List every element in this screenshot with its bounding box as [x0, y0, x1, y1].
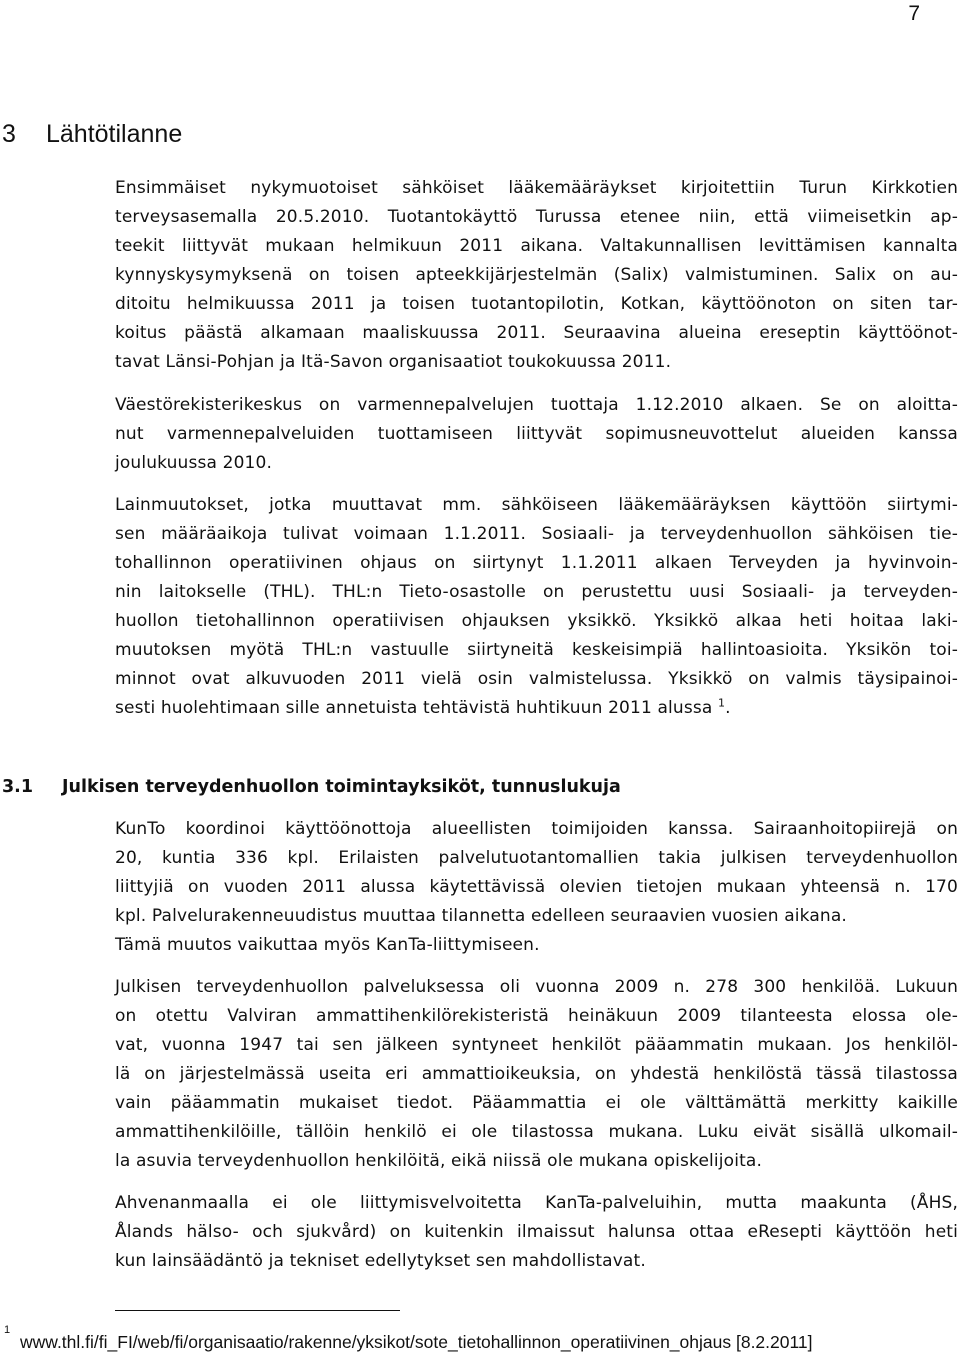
text-line-last [115, 694, 958, 723]
text-line: vain pääammatin mukaiset tiedot. Pääammattia ei ole välttämättä merkitty kaikille [115, 1093, 958, 1113]
text-line: on otettu Valviran ammattihenkilörekisteristä heinäkuun 2009 tilanteesta elossa ole- [115, 1006, 958, 1026]
page-number: 7 [908, 2, 920, 25]
text-line: joulukuussa 2010. [115, 453, 273, 473]
paragraph-personnel [115, 973, 958, 1176]
paragraph-legislation [115, 491, 958, 723]
text-line: liittyjiä on vuoden 2011 alussa käytettävissä olevien tietojen mukaan yhteensä n. 170 [115, 877, 958, 897]
text-line: nin laitokselle (THL). THL:n Tieto-osastolle on perustettu uusi Sosiaali- ja terveyden- [115, 582, 958, 602]
section-number: 3 [2, 120, 16, 148]
text-line: vat, vuonna 1947 tai sen jälkeen syntyneet henkilöt pääammatin mukaan. Jos henkilöl- [115, 1035, 958, 1055]
footnote-separator [115, 1310, 400, 1311]
paragraph-kunto [115, 815, 958, 960]
text-line: koitus päästä alkamaan maaliskuussa 2011. Seuraavina alueina ereseptin käyttöönot- [115, 323, 958, 343]
text-line: tohallinnon operatiivinen ohjaus on siirtynyt 1.1.2011 alkaen Terveyden ja hyvinvoin- [115, 553, 958, 573]
text-line: Väestörekisterikeskus on varmennepalvelujen tuottaja 1.12.2010 alkaen. Se on aloitta- [115, 395, 958, 415]
sentence-period: . [725, 698, 731, 718]
footnote-text: www.thl.fi/fi_FI/web/fi/organisaatio/rakenne/yksikot/sote_tietohallinnon_operatiivinen_ohjaus [8.2.2011] [20, 1332, 813, 1352]
text-line: Ahvenanmaalla ei ole liittymisvelvoitetta KanTa-palveluihin, mutta maakunta (ÅHS, [115, 1193, 958, 1213]
text-line: Tämä muutos vaikuttaa myös KanTa-liittymiseen. [115, 935, 540, 955]
text-line: kun lainsäädäntö ja tekniset edellytykset sen mahdollistavat. [115, 1251, 646, 1271]
text-line: nut varmennepalveluiden tuottamiseen liittyvät sopimusneuvottelut alueiden kanssa [115, 424, 958, 444]
text-line: muutoksen myötä THL:n vastuulle siirtyneitä keskeisimpiä hallintoasioita. Yksikön toi- [115, 640, 958, 660]
text-line: teekit liittyvät mukaan helmikuun 2011 aikana. Valtakunnallisen levittämisen kannalta [115, 236, 958, 256]
text-line: terveysasemalla 20.5.2010. Tuotantokäyttö Turussa etenee niin, että viimeisetkin ap- [115, 207, 958, 227]
text-line: sen määräaikoja tulivat voimaan 1.1.2011. Sosiaali- ja terveydenhuollon sähköisen tie- [115, 524, 958, 544]
text-line: Lainmuutokset, jotka muuttavat mm. sähköiseen lääkemääräyksen käyttöön siirtymi- [115, 495, 958, 515]
text-line: 20, kuntia 336 kpl. Erilaisten palvelutuotantomallien takia julkisen terveydenhuollon [115, 848, 958, 868]
footnote-number: 1 [4, 1324, 11, 1336]
subsection-title: Julkisen terveydenhuollon toimintayksiköt, tunnuslukuja [62, 777, 621, 797]
text-line: KunTo koordinoi käyttöönottoja alueellisten toimijoiden kanssa. Sairaanhoitopiirejä on [115, 819, 958, 839]
paragraph-first-prescriptions [115, 174, 958, 377]
text-line: kpl. Palvelurakenneuudistus muuttaa tilannetta edelleen seuraavien vuosien aikana. [115, 906, 847, 926]
subsection-number: 3.1 [2, 777, 34, 797]
footnote-reference: 1 [718, 696, 726, 710]
section-title: Lähtötilanne [46, 120, 183, 148]
text-line: Ensimmäiset nykymuotoiset sähköiset lääkemääräykset kirjoitettiin Turun Kirkkotien [115, 178, 958, 198]
paragraph-vrk [115, 391, 958, 478]
text-line: huollon tietohallinnon operatiivisen ohjauksen yksikkö. Yksikkö alkaa heti hoitaa laki- [115, 611, 958, 631]
text-line: ammattihenkilöille, tällöin henkilö ei ole tilastossa mukana. Luku eivät sisällä ulkomail- [115, 1122, 958, 1142]
text-line: la asuvia terveydenhuollon henkilöitä, eikä niissä ole mukana opiskelijoita. [115, 1151, 763, 1171]
text-line: minnot ovat alkuvuoden 2011 vielä osin valmistelussa. Yksikkö on valmis täysipainoi- [115, 669, 958, 689]
text-line: kynnyskysymyksenä on toisen apteekkijärjestelmän (Salix) valmistuminen. Salix on au- [115, 265, 958, 285]
text-line-content: sesti huolehtimaan sille annetuista tehtävistä huhtikuun 2011 alussa [115, 698, 713, 718]
text-line: Julkisen terveydenhuollon palveluksessa oli vuonna 2009 n. 278 300 henkilöä. Lukuun [115, 977, 958, 997]
text-line: tavat Länsi-Pohjan ja Itä-Savon organisaatiot toukokuussa 2011. [115, 352, 672, 372]
text-line: ditoitu helmikuussa 2011 ja toisen tuotantopilotin, Kotkan, käyttöönoton on siten tar- [115, 294, 958, 314]
paragraph-ahvenanmaa [115, 1189, 958, 1276]
text-line: lä on järjestelmässä useita eri ammattioikeuksia, on yhdestä henkilöstä tässä tilastossa [115, 1064, 958, 1084]
text-line: Ålands hälso- och sjukvård) on kuitenkin ilmaissut halunsa ottaa eResepti käyttöön heti [115, 1222, 958, 1242]
